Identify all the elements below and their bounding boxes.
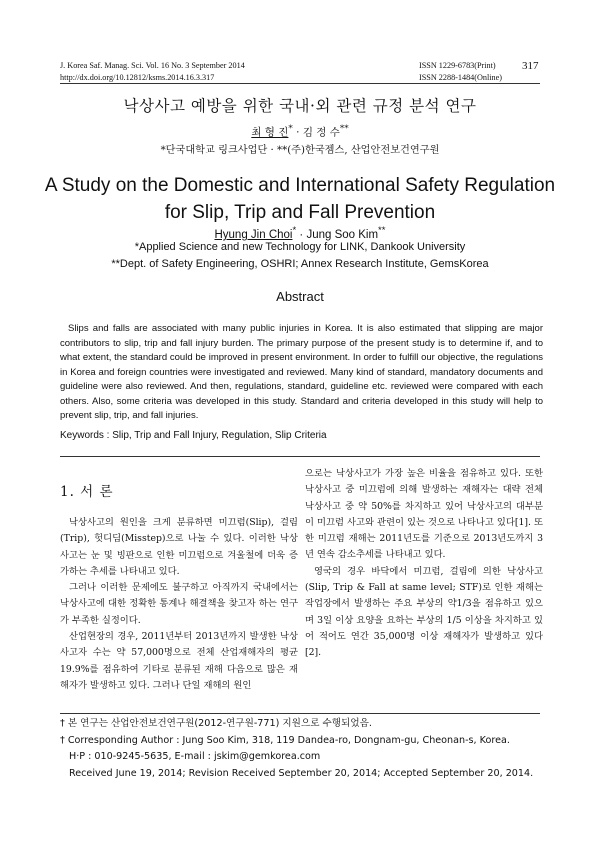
author-kr-sep: ·	[292, 126, 303, 139]
paragraph: 낙상사고의 원인을 크게 분류하면 미끄럼(Slip), 걸림(Trip), 헛디딤(Misstep)으로 나눌 수 있다. 이러한 낙상사고는 눈 및 빙판으로 인한 미끄럼으로 겨울철에 더욱 증가하는 추세를 나타내고 있다.	[60, 517, 298, 577]
issn-print: ISSN 1229-6783(Print)	[419, 61, 496, 70]
running-header-right	[419, 60, 502, 83]
keywords: Keywords : Slip, Trip and Fall Injury, Regulation, Slip Criteria	[60, 430, 327, 441]
affiliation-english-1: *Applied Science and new Technology for LINK, Dankook University	[134, 241, 466, 253]
doi-link[interactable]: http://dx.doi.org/10.12812/ksms.2014.16.3.317	[60, 72, 215, 82]
journal-citation: J. Korea Saf. Manag. Sci. Vol. 16 No. 3 September 2014	[60, 61, 245, 70]
footnotes	[60, 716, 533, 782]
body-column-left	[60, 515, 298, 694]
abstract-body	[60, 322, 543, 424]
footnote-contact: H·P : 010-9245-5635, E-mail : jskim@gemkorea.com	[69, 751, 321, 762]
paragraph: 산업현장의 경우, 2011년부터 2013년까지 발생한 낙상사고자 수는 약 57,000명으로 전체 산업재해자의 평균 19.9%를 점유하여 기타로 분류된 재해 다음으로 많은 재해자가 발생하고 있다. 그러나 단일 재해의 원인	[60, 631, 298, 691]
issn-online: ISSN 2288-1484(Online)	[419, 72, 503, 82]
page-number: 317	[522, 60, 539, 72]
abstract-heading: Abstract	[276, 289, 324, 304]
abstract-rule	[60, 456, 540, 457]
paragraph: 으로는 낙상사고가 가장 높은 비율을 점유하고 있다. 또한 낙상사고 중 미끄럼에 의해 발생하는 재해자는 대략 전체 낙상사고 중 약 50%를 차지하고 있어 낙상사고의 대부분이 미끄럼 사고와 관련이 있는 것으로 나타나고 있다[1]. 또한 미끄럼 재해는 2011년도를 기준으로 2013년도까지 3년 연속 감소추세를 나타내고 있다.	[305, 468, 543, 561]
running-header-left	[60, 60, 245, 83]
abstract-text: Slips and falls are associated with many public injuries in Korea. It is also estimated that slipping are major contributors to slip, trip and fall injury burden. The primary purpose of the present study is to determine if, and to what extent, the standard could be improved in present environment. In order to fulfill our objective, the regulations in Korea and foreign countries were investigated and reviewed. Many kind of standard, mandatory documents and guideline were also reviewed. And then, regulations, standard, guideline etc. reviewed were compared with each others. Also, some criteria was developed in this study. Standard and criteria developed in this study will help to prevent slip, trip, and fall injuries.	[60, 323, 543, 421]
paragraph: 영국의 경우 바닥에서 미끄럼, 걸림에 의한 낙상사고(Slip, Trip & Fall at same level; STF)로 인한 재해는 작업장에서 발생하는 주요 부상의 약1/3을 점유하고 있으며 3일 이상 요양을 요하는 부상의 1/5 이상을 차지하고 있어 적어도 연간 35,000명 이상 재해자가 발생하고 있다[2].	[305, 565, 543, 659]
footnote-rule	[60, 713, 540, 714]
section-heading-introduction: 1. 서 론	[60, 484, 114, 500]
paragraph: 그러나 이러한 문제에도 불구하고 아직까지 국내에서는 낙상사고에 대한 정확한 통계나 해결책을 찾고자 하는 연구가 부족한 실정이다.	[60, 582, 298, 626]
author-en-2: Jung Soo Kim	[306, 228, 379, 241]
author-en-1-mark: *	[292, 225, 297, 236]
affiliation-korean: *단국대학교 링크사업단 · **(주)한국젬스, 산업안전보건연구원	[160, 145, 440, 156]
title-korean: 낙상사고 예방을 위한 국내·외 관련 규정 분석 연구	[123, 97, 477, 115]
title-english-line-2: for Slip, Trip and Fall Prevention	[164, 202, 436, 223]
author-kr-1: 최 형 진	[251, 126, 289, 139]
author-en-1: Hyung Jin Choi	[214, 228, 293, 241]
title-english-line-1: A Study on the Domestic and International Safety Regulation	[44, 175, 556, 196]
author-kr-2: 김 정 수	[302, 126, 340, 139]
authors-korean	[40, 124, 560, 140]
author-en-2-mark: **	[378, 225, 386, 236]
footnote-corresponding-author: † Corresponding Author : Jung Soo Kim, 318, 119 Dandea-ro, Dongnam-gu, Cheonan-s, Korea.	[60, 734, 510, 746]
author-kr-1-mark: *	[288, 124, 293, 134]
author-kr-2-mark: **	[339, 124, 349, 134]
affiliation-english-2: **Dept. of Safety Engineering, OSHRI; Annex Research Institute, GemsKorea	[111, 258, 489, 270]
author-en-sep: ·	[296, 228, 307, 241]
footnote-funding: † 본 연구는 산업안전보건연구원(2012-연구원-771) 지원으로 수행되었음.	[60, 718, 372, 729]
footnote-received-dates: Received June 19, 2014; Revision Received September 20, 2014; Accepted September 20, 2014.	[69, 767, 534, 779]
title-english	[40, 172, 560, 226]
header-rule	[60, 83, 540, 84]
authors-english	[40, 225, 560, 241]
body-column-right	[305, 466, 543, 662]
